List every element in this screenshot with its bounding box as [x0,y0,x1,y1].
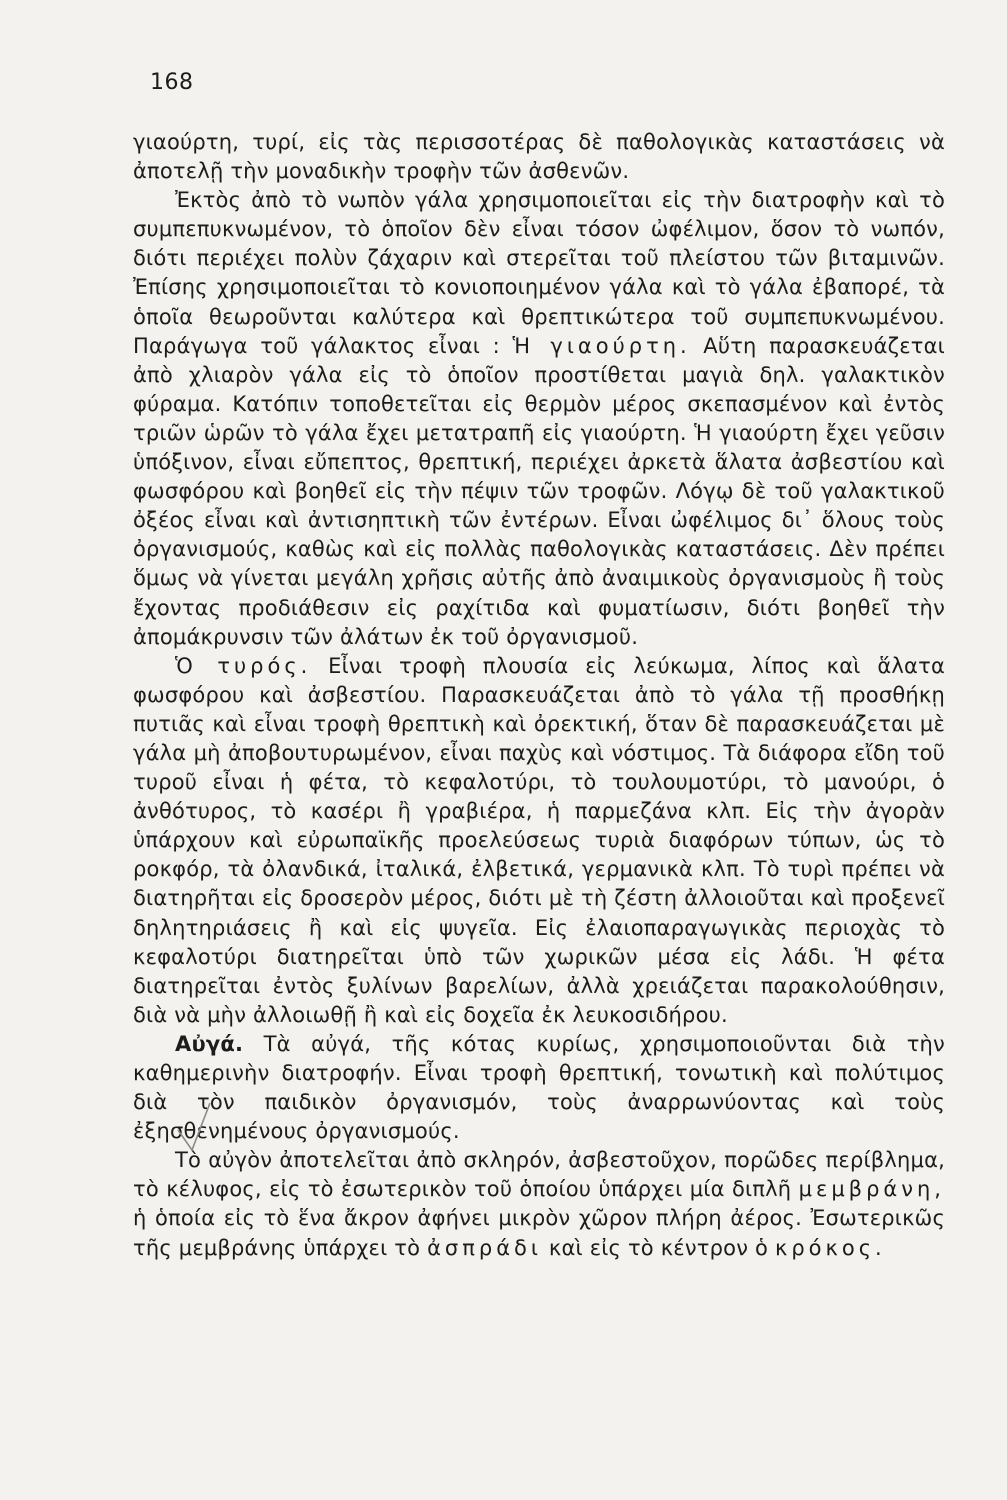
egg-structure-text-c: καὶ εἰς τὸ κέντρον ὁ [548,1235,769,1260]
pencil-mark-icon [170,1095,230,1155]
milk-derivatives-text: Ἐκτὸς ἀπὸ τὸ νωπὸν γάλα χρησιμοποιεῖται εἰς τὴν διατροφὴν καὶ τὸ συμπεπυκνωμένον, τὸ ὁποῖον δὲν εἶναι τόσον ὠφέλιμον, ὅσον τὸ νωπόν, διότι περιέχει πολὺν ζάχαριν καὶ στερεῖται τοῦ πλείστου τῶν βιταμινῶν. Ἐπίσης χρησιμοποιεῖται τὸ κονιοποιημένον γάλα καὶ τὸ γάλα ἐβαπορέ, τὰ ὁποῖα θεωροῦνται καλύτερα καὶ θρεπτικώτερα τοῦ συμπεπυκνωμένου. Παράγωγα τοῦ γάλακτος εἶναι : [133,188,945,358]
term-eggs: Αὐγά. [175,1031,244,1056]
term-egg-white: ἀσπράδι [427,1235,542,1260]
eggs-text: Τὰ αὐγά, τῆς κότας κυρίως, χρησιμοποιοῦνται διὰ τὴν καθημερινὴν διατροφήν. Εἶναι τροφὴ θρεπτική, τονωτικὴ καὶ πολύτιμος διὰ τὸν παιδικὸν ὀργανισμόν, τοὺς ἀναρρωνύοντας καὶ τοὺς ἐξησθενημένους ὀργανισμούς. [133,1031,945,1144]
paragraph-cheese [133,652,945,1030]
egg-structure-text-a: Τὸ αὐγὸν ἀποτελεῖται ἀπὸ σκληρόν, ἀσβεστοῦχον, πορῶδες περίβλημα, τὸ κέλυφος, εἰς τὸ ἐσωτερικὸν τοῦ ὁποίου ὑπάρχει μία διπλῆ [133,1148,945,1202]
body-text [133,128,945,1263]
paragraph-milk-derivatives [133,186,945,652]
paragraph-1: γιαούρτη, τυρί, εἰς τὰς περισσοτέρας δὲ παθολογικὰς καταστάσεις νὰ ἀποτελῇ τὴν μοναδικὴν τροφὴν τῶν ἀσθενῶν. [133,130,945,184]
paragraph-egg-structure [133,1146,945,1262]
cheese-text: Εἶναι τροφὴ πλουσία εἰς λεύκωμα, λίπος καὶ ἅλατα φωσφόρου καὶ ἀσβεστίου. Παρασκευάζεται ἀπὸ τὸ γάλα τῇ προσθήκῃ πυτιᾶς καὶ εἶναι τροφὴ θρεπτικὴ καὶ ὀρεκτική, ὅταν δὲ παρασκευάζεται μὲ γάλα μὴ ἀποβουτυρωμένον, εἶναι παχὺς καὶ νόστιμος. Τὰ διάφορα εἴδη τοῦ τυροῦ εἶναι ἡ φέτα, τὸ κεφαλοτύρι, τὸ τουλουμοτύρι, τὸ μανούρι, ὁ ἀνθότυρος, τὸ κασέρι ἢ γραβιέρα, ἡ παρμεζάνα κλπ. Εἰς τὴν ἀγορὰν ὑπάρχουν καὶ εὐρωπαϊκῆς προελεύσεως τυριὰ διαφόρων τύπων, ὡς τὸ ροκφόρ, τὰ ὀλανδικά, ἰταλικά, ἐλβετικά, γερμανικὰ κλπ. Τὸ τυρὶ πρέπει νὰ διατηρῆται εἰς δροσερὸν μέρος, διότι μὲ τὴ ζέστη ἀλλοιοῦται καὶ προξενεῖ δηλητηριάσεις ἢ καὶ εἰς ψυγεῖα. Εἰς ἐλαιοπαραγωγικὰς περιοχὰς τὸ κεφαλοτύρι διατηρεῖται ὑπὸ τῶν χωρικῶν μέσα εἰς λάδι. Ἡ φέτα διατηρεῖται ἐντὸς ξυλίνων βαρελίων, ἀλλὰ χρειάζεται παρακολούθησιν, διὰ νὰ μὴν ἀλλοιωθῇ ἢ καὶ εἰς δοχεῖα ἐκ λευκοσιδήρου. [133,653,945,1027]
term-yolk: κρόκος. [774,1235,886,1260]
page-number: 168 [150,70,194,95]
egg-structure-text-b: ἡ ὁποία εἰς τὸ ἕνα ἄκρον ἀφήνει μικρὸν χῶρον πλήρη ἀέρος. Ἐσωτερικῶς τῆς μεμβράνης ὑπάρχει τὸ [133,1206,945,1260]
term-cheese: Ὁ τυρός. [175,653,312,678]
term-yogurt: Ἡ γιαούρτη. [512,333,691,358]
paragraph-eggs [133,1030,945,1146]
yogurt-text: Αὕτη παρασκευάζεται ἀπὸ χλιαρὸν γάλα εἰς τὸ ὁποῖον προστίθεται μαγιὰ δηλ. γαλακτικὸν φύραμα. Κατόπιν τοποθετεῖται εἰς θερμὸν μέρος σκεπασμένον καὶ ἐντὸς τριῶν ὡρῶν τὸ γάλα ἔχει μετατραπῆ εἰς γιαούρτη. Ἡ γιαούρτη ἔχει γεῦσιν ὑπόξινον, εἶναι εὔπεπτος, θρεπτική, περιέχει ἀρκετὰ ἅλατα ἀσβεστίου καὶ φωσφόρου καὶ βοηθεῖ εἰς τὴν πέψιν τῶν τροφῶν. Λόγῳ δὲ τοῦ γαλακτικοῦ ὀξέος εἶναι καὶ ἀντισηπτικὴ τῶν ἐντέρων. Εἶναι ὠφέλιμος δι᾽ ὅλους τοὺς ὀργανισμούς, καθὼς καὶ εἰς πολλὰς παθολογικὰς καταστάσεις. Δὲν πρέπει ὅμως νὰ γίνεται μεγάλη χρῆσις αὐτῆς ἀπὸ ἀναιμικοὺς ὀργανισμοὺς ἢ τοὺς ἔχοντας προδιάθεσιν εἰς ραχίτιδα καὶ φυματίωσιν, διότι βοηθεῖ τὴν ἀπομάκρυνσιν τῶν ἀλάτων ἐκ τοῦ ὀργανισμοῦ. [133,333,945,649]
term-membrane: μεμβράνη, [798,1177,945,1202]
